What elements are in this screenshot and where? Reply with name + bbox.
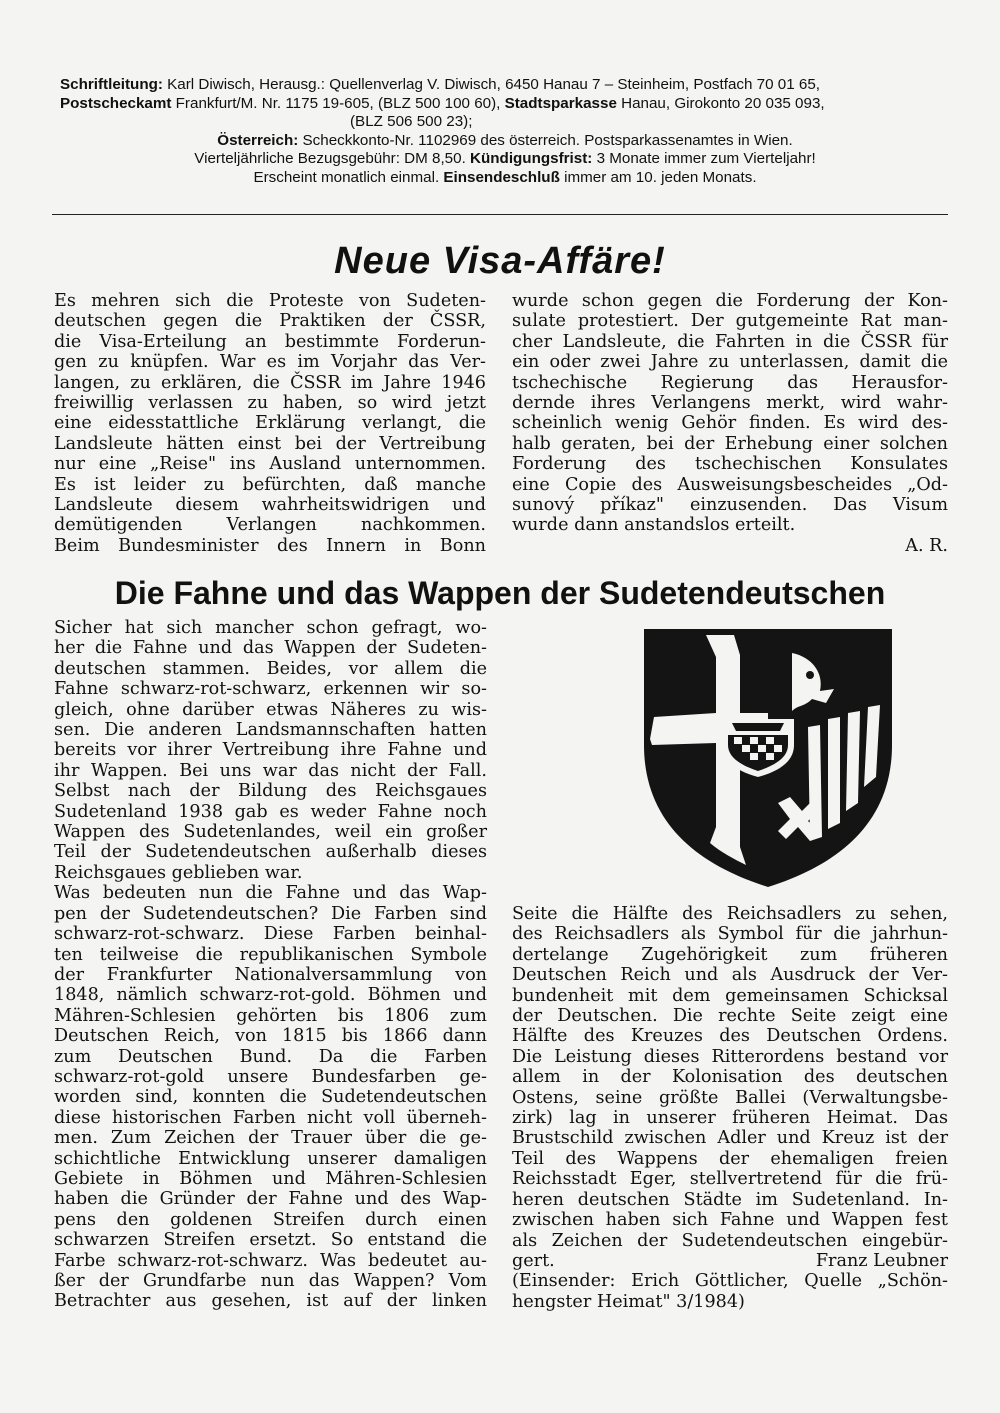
text-line: haben die Gründer der Fahne und des Wap- <box>54 1189 487 1210</box>
text-line: Ostens, seine größte Ballei (Verwaltungsbe- <box>512 1087 948 1108</box>
text-line: Sudetenland 1938 gab es weder Fahne noch <box>54 801 487 822</box>
article-visa-right-column <box>512 291 948 556</box>
article-visa-left-column <box>54 291 486 556</box>
text-line: Forderung des tschechischen Konsulates <box>512 454 948 475</box>
text-line: Beim Bundesminister des Innern in Bonn <box>54 535 486 556</box>
text-line: 1848, nämlich schwarz-rot-gold. Böhmen und <box>54 985 487 1006</box>
text-line: halb geraten, bei der Erhebung einer solchen <box>512 433 948 454</box>
text-line: tschechische Regierung das Herausfor- <box>512 372 948 393</box>
article-fahne-left-column <box>54 618 487 1312</box>
sudeten-coat-of-arms <box>642 627 894 889</box>
text-line: pen der Sudetendeutschen? Die Farben sind <box>54 903 487 924</box>
article-visa-title: Neue Visa-Affäre! <box>334 240 666 282</box>
text-line: nur eine „Reise" ins Ausland unternommen. <box>54 454 486 475</box>
text-line: wurde schon gegen die Forderung der Kon- <box>512 291 948 311</box>
masthead-line-5: Vierteljährliche Bezugsgebühr: DM 8,50. Kündigungsfrist: 3 Monate immer zum Vierteljahr! <box>194 150 816 168</box>
text-line: scheinlich wenig Gehör finden. Es wird des- <box>512 413 948 434</box>
text-line: diese historischen Farben nicht voll überneh- <box>54 1107 487 1128</box>
text-line: deutschen gegen die Praktiken der ČSSR, <box>54 311 486 332</box>
text-line: worden sind, konnten die Sudetendeutschen <box>54 1087 487 1108</box>
article-fahne-author: Franz Leubner <box>815 1250 948 1271</box>
text-line: zum Deutschen Bund. Da die Farben <box>54 1046 487 1067</box>
text-line: her die Fahne und das Wappen der Sudeten- <box>54 638 487 659</box>
text-line: Die Leistung dieses Ritterordens bestand vor <box>512 1046 948 1067</box>
masthead-line-1: Schriftleitung: Karl Diwisch, Herausg.: Quellenverlag V. Diwisch, 6450 Hanau 7 – Steinheim, Postfach 70 01 65, <box>60 76 821 93</box>
text-line: allem in der Kolonisation des deutschen <box>512 1067 948 1088</box>
text-line: schwarz-rot-gold unsere Bundesfarben ge- <box>54 1066 487 1087</box>
text-line: ein oder zwei Jahre zu unterlassen, damit die <box>512 352 948 373</box>
text-line: Es mehren sich die Proteste von Sudeten- <box>54 291 486 311</box>
text-line: Betrachter aus gesehen, ist auf der linken <box>54 1291 487 1312</box>
text-line: Deutschen Reich, von 1815 bis 1866 dann <box>54 1026 487 1047</box>
text-line: Hälfte des Kreuzes des Deutschen Ordens. <box>512 1026 948 1047</box>
text-line: eine eidesstattliche Erklärung verlangt, die <box>54 413 486 434</box>
text-line: freiwillig verlassen zu haben, so wird jetzt <box>54 393 486 414</box>
text-line: cher Landsleute, die Fahrten in die ČSSR für <box>512 331 948 352</box>
text-line: Selbst nach der Bildung des Reichsgaues <box>54 781 487 802</box>
text-line: ihr Wappen. Bei uns war das nicht der Fall. <box>54 760 487 781</box>
text-line: Gebiete in Böhmen und Mähren-Schlesien <box>54 1168 487 1189</box>
text-line: dertelange Zugehörigkeit zum früheren <box>512 944 948 965</box>
article-fahne-title: Die Fahne und das Wappen der Sudetendeutschen <box>114 575 886 611</box>
text-line: Farbe schwarz-rot-schwarz. Was bedeutet au- <box>54 1250 487 1271</box>
text-line: bundenheit mit dem gemeinsamen Schicksal <box>512 985 948 1006</box>
text-line: schwarz-rot-schwarz. Diese Farben beinhal- <box>54 924 487 945</box>
text-line: die Visa-Erteilung an bestimmte Forderun- <box>54 331 486 352</box>
text-line: eine Copie des Ausweisungsbescheides „Od- <box>512 474 948 495</box>
text-line: sen. Die anderen Landsmannschaften hatten <box>54 720 487 741</box>
text-line: Teil der Sudetendeutschen außerhalb dieses <box>54 842 487 863</box>
text-line: schichtliche Entwicklung unserer damaligen <box>54 1148 487 1169</box>
text-line: ten teilweise die republikanischen Symbole <box>54 944 487 965</box>
text-line: als Zeichen der Sudetendeutschen eingebür- <box>512 1230 948 1251</box>
text-line: Fahne schwarz-rot-schwarz, erkennen wir so- <box>54 679 487 700</box>
text-line: Was bedeuten nun die Fahne und das Wap- <box>54 883 487 904</box>
text-line: der Deutschen. Die rechte Seite zeigt eine <box>512 1006 948 1027</box>
text-line: dernde ihres Verlangens merkt, wird wahr- <box>512 393 948 414</box>
masthead <box>60 76 950 188</box>
text-line: Teil des Wappens der ehemaligen freien <box>512 1148 948 1169</box>
text-line: Sicher hat sich mancher schon gefragt, wo- <box>54 618 487 638</box>
text-line: Reichsstadt Eger, stellvertretend für die frü- <box>512 1169 948 1190</box>
text-line: Reichsgaues geblieben war. <box>54 862 303 883</box>
text-line: ßer der Grundfarbe nun das Wappen? Vom <box>54 1271 487 1291</box>
article-fahne-right-column <box>512 904 948 1312</box>
text-line: Wappen des Sudetenlandes, weil ein großer <box>54 822 487 843</box>
eagle-wing-feather <box>828 717 840 829</box>
text-line: Mähren-Schlesien gehörten bis 1806 zum <box>54 1005 487 1026</box>
text-line: gen zu knüpfen. War es im Vorjahr das Ver- <box>54 352 486 373</box>
text-line: heren deutschen Städte im Sudetenland. In- <box>512 1189 948 1210</box>
text-line: Seite die Hälfte des Reichsadlers zu sehen, <box>512 904 948 924</box>
signature-line <box>512 1251 948 1271</box>
text-line: Deutschen Reich und als Ausdruck der Ver- <box>512 965 948 986</box>
text-line: der Frankfurter Nationalversammlung von <box>54 964 487 985</box>
masthead-line-6: Erscheint monatlich einmal. Einsendeschluß immer am 10. jeden Monats. <box>253 168 757 186</box>
masthead-line-3: (BLZ 506 500 23); <box>350 113 473 131</box>
text-line: deutschen stammen. Beides, vor allem die <box>54 658 487 679</box>
text-line: men. Zum Zeichen der Trauer über die ge- <box>54 1128 487 1149</box>
source-line: (Einsender: Erich Göttlicher, Quelle „Schön- <box>512 1271 948 1292</box>
eagle-eye <box>806 671 814 679</box>
source-line: hengster Heimat" 3/1984) <box>512 1291 745 1312</box>
article-visa-signature: A. R. <box>905 535 948 556</box>
text-line: bereits vor ihrer Vertreibung ihre Fahne und <box>54 740 487 761</box>
masthead-line-4: Österreich: Scheckkonto-Nr. 1102969 des österreich. Postsparkassenamtes in Wien. <box>217 131 793 149</box>
masthead-divider <box>52 214 948 215</box>
masthead-line-2: Postscheckamt Frankfurt/M. Nr. 1175 19-605, (BLZ 500 100 60), Stadtsparkasse Hanau, Girokonto 20 035 093, <box>60 94 825 112</box>
text-line: Es ist leider zu befürchten, daß manche <box>54 474 486 495</box>
text-line: Brustschild zwischen Adler und Kreuz ist der <box>512 1128 948 1149</box>
text-fragment: gert. <box>512 1250 555 1271</box>
text-line: sunový příkaz" einzusenden. Das Visum <box>512 495 948 516</box>
eger-eagle-half <box>732 723 784 731</box>
text-line: wurde dann anstandslos erteilt. <box>512 515 796 536</box>
text-line: demütigenden Verlangen nachkommen. <box>54 515 486 536</box>
text-line: des Reichsadlers als Symbol für die jahrhun- <box>512 924 948 945</box>
text-line: langen, zu erklären, die ČSSR im Jahre 1946 <box>54 372 486 393</box>
eagle-wing-feather <box>846 711 860 811</box>
text-line: zwischen haben sich Fahne und Wappen fest <box>512 1210 948 1231</box>
text-line: Landsleute diesem wahrheitswidrigen und <box>54 495 486 516</box>
text-line: gleich, ohne darüber etwas Näheres zu wis- <box>54 699 487 720</box>
text-line: Landsleute hätten einst bei der Vertreibung <box>54 433 486 454</box>
text-line: pens den goldenen Streifen durch einen <box>54 1209 487 1230</box>
text-line: sulate protestiert. Der gutgemeinte Rat man- <box>512 311 948 332</box>
text-line: schwarzen Streifen ersetzt. So entstand die <box>54 1230 487 1251</box>
text-line: zirk) lag in unserer früheren Heimat. Das <box>512 1108 948 1129</box>
